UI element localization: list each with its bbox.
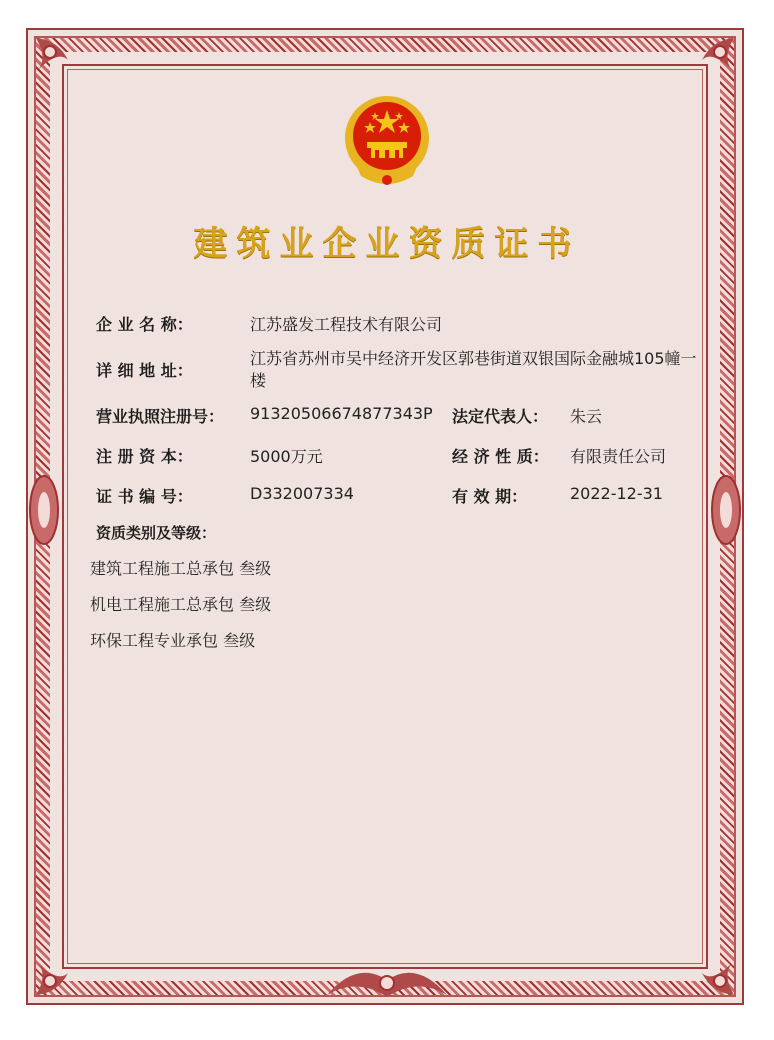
- border-ornament-icon: [28, 943, 88, 1003]
- license-label: 营业执照注册号：: [96, 407, 225, 426]
- valid-value: 2022-12-31: [570, 484, 663, 503]
- border-ornament-icon: [28, 30, 88, 90]
- qualification-header: 资质类别及等级：: [96, 524, 217, 542]
- certificate-title: 建筑业企业资质证书: [193, 224, 581, 264]
- capital-value: 5000万元: [250, 447, 323, 466]
- border-ornament-icon: [682, 30, 742, 90]
- cert-no-value: D332007334: [250, 484, 354, 503]
- inner-panel: [67, 69, 703, 964]
- border-ornament-icon: [682, 943, 742, 1003]
- license-value: 91320506674877343P: [250, 404, 433, 423]
- certificate: [26, 28, 744, 1005]
- company-name-value: 江苏盛发工程技术有限公司: [250, 315, 443, 334]
- cert-no-label: 证 书 编 号：: [96, 487, 193, 506]
- qualification-item: 建筑工程施工总承包 叁级: [90, 559, 272, 578]
- nature-label: 经 济 性 质：: [452, 447, 549, 466]
- address-value-line2: 楼: [250, 371, 267, 390]
- border-ornament-icon: [317, 955, 457, 1005]
- capital-label: 注 册 资 本：: [96, 447, 193, 466]
- address-value-line1: 江苏省苏州市吴中经济开发区郭巷街道双银国际金融城105幢一: [250, 349, 697, 368]
- nature-value: 有限责任公司: [570, 447, 667, 466]
- company-name-label: 企 业 名 称：: [96, 315, 193, 334]
- legal-rep-label: 法定代表人：: [452, 407, 549, 426]
- qualification-item: 环保工程专业承包 叁级: [90, 631, 256, 650]
- national-emblem-icon: [337, 92, 437, 192]
- legal-rep-value: 朱云: [570, 407, 603, 426]
- qualification-item: 机电工程施工总承包 叁级: [90, 595, 272, 614]
- border-ornament-icon: [700, 470, 744, 550]
- border-ornament-icon: [26, 470, 70, 550]
- valid-label: 有 效 期：: [452, 487, 528, 506]
- address-label: 详 细 地 址：: [96, 361, 193, 380]
